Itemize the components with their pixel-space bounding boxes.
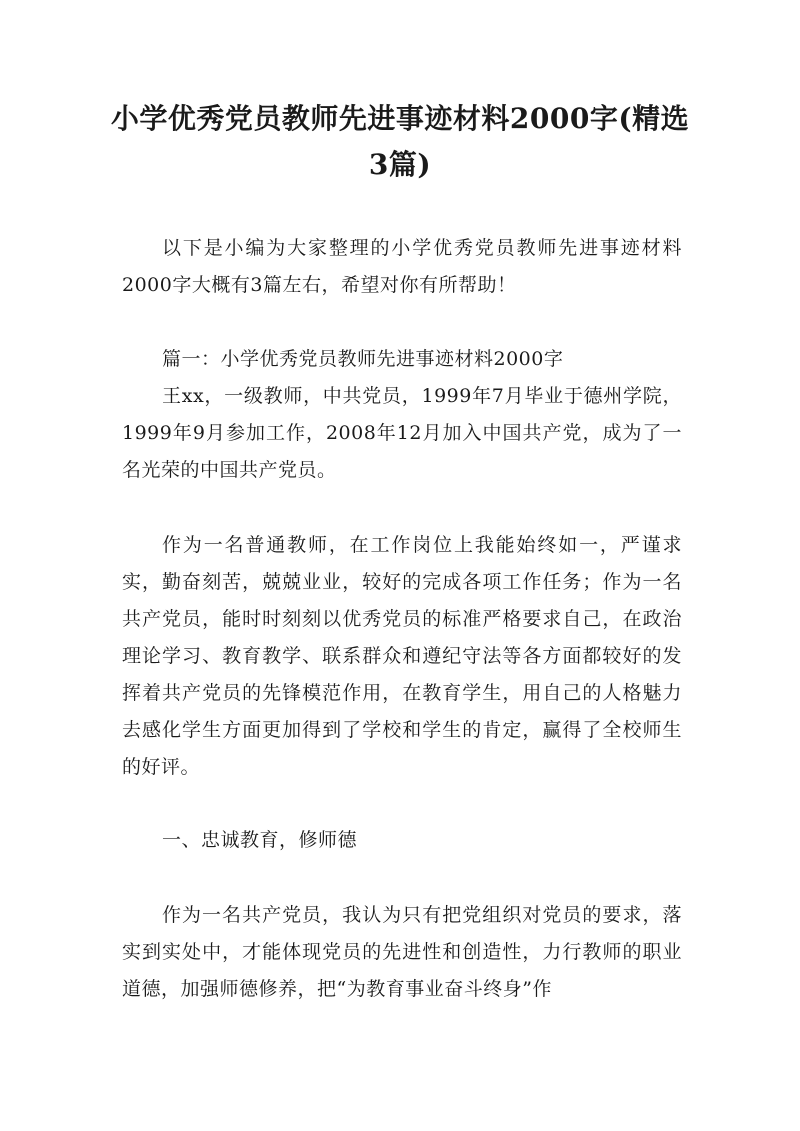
document-title: 小学优秀党员教师先进事迹材料2000字(精选3篇) [110,102,690,181]
section-heading: 一、忠诚教育，修师德 [162,829,358,851]
intro-paragraph: 以下是小编为大家整理的小学优秀党员教师先进事迹材料2000字大概有3篇左右，希望对你有所帮助！ [122,237,682,296]
article-heading: 篇一：小学优秀党员教师先进事迹材料2000字 [162,348,564,370]
body-paragraph: 作为一名普通教师，在工作岗位上我能始终如一，严谨求实，勤奋刻苦，兢兢业业，较好的完成各项工作任务；作为一名共产党员，能时时刻刻以优秀党员的标准严格要求自己，在政治理论学习、教育教学、联系群众和遵纪守法等各方面都较好的发挥着共产党员的先锋模范作用，在教育学生，用自己的人格魅力去感化学生方面更加得到了学校和学生的肯定，赢得了全校师生的好评。 [122,534,682,778]
body-paragraph: 作为一名共产党员，我认为只有把党组织对党员的要求，落实到实处中，才能体现党员的先进性和创造性，力行教师的职业道德，加强师德修养，把“为教育事业奋斗终身”作 [122,904,682,1000]
bio-paragraph: 王xx，一级教师，中共党员，1999年7月毕业于德州学院，1999年9月参加工作，2008年12月加入中国共产党，成为了一名光荣的中国共产党员。 [122,385,682,481]
